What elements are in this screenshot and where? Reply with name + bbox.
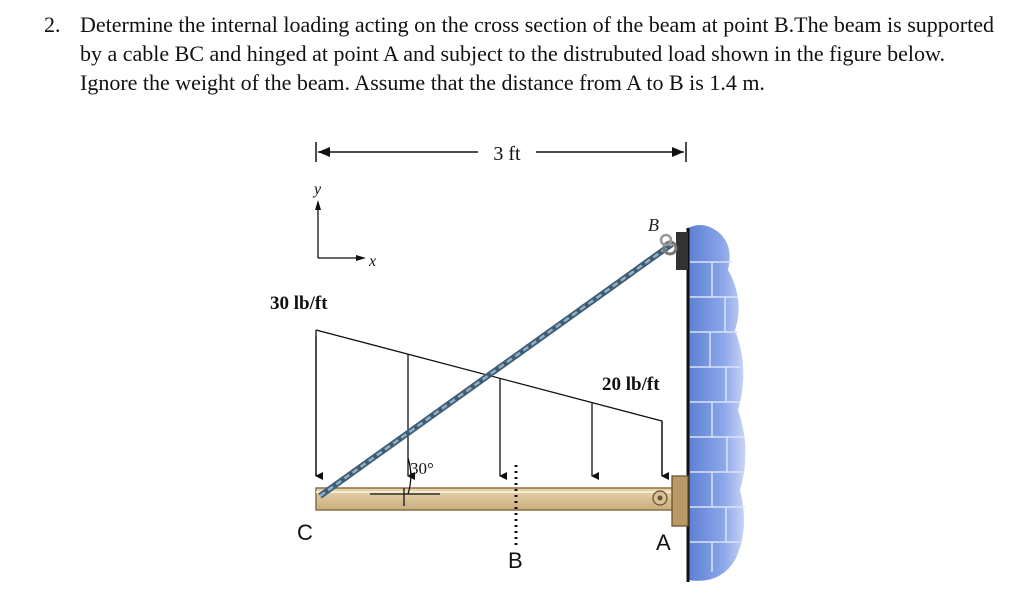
axes (312, 181, 376, 270)
point-b-section-label: B (508, 548, 523, 573)
problem-number: 2. (44, 12, 61, 37)
beam (316, 476, 688, 526)
point-b-label: B (648, 215, 659, 235)
axis-y-label: y (314, 181, 322, 198)
dimension-3ft (316, 142, 686, 165)
load-left-label: 30 lb/ft (270, 293, 328, 314)
point-c-label: C (297, 520, 313, 545)
point-a-label: A (656, 530, 671, 555)
axis-x-label: x (369, 253, 377, 270)
load-right-label: 20 lb/ft (602, 374, 660, 395)
cable-bc (320, 232, 688, 496)
hinge-bracket (672, 476, 688, 526)
dimension-label: 3 ft (493, 143, 521, 165)
cable-anchor (676, 232, 688, 270)
angle-label: 30° (410, 459, 434, 478)
problem-text: Determine the internal loading acting on the cross section of the beam at point B.The beam is supported by a cable BC and hinged at point A and subject to the distrubuted load shown in the figure below. Ignore the weight of the beam. Assume that the distance from A to B is 1.4 m. (80, 12, 994, 95)
wall (688, 225, 746, 582)
